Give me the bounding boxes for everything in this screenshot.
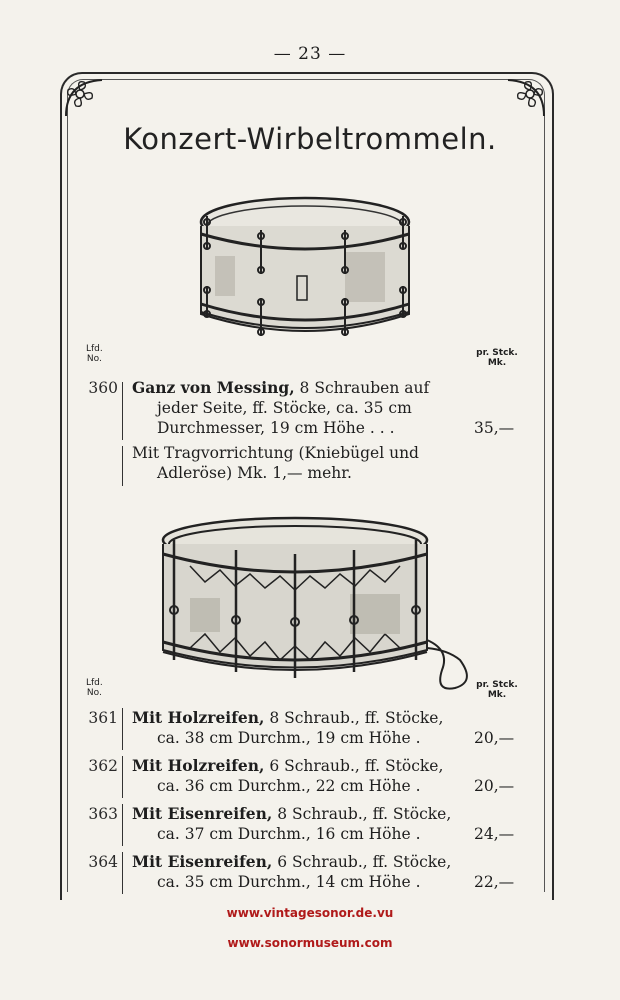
item-number: 364 — [88, 853, 118, 871]
price-header: pr. Stck. Mk. — [476, 680, 518, 700]
item-description: Mit Eisenreifen, 6 Schraub., ff. Stöcke, ca. 35 cm Durchm., 14 cm Höhe . — [132, 852, 452, 891]
page-number: — 23 — — [273, 44, 347, 64]
brass-drum-illustration — [185, 186, 425, 356]
page-title: Konzert-Wirbeltrommeln. — [123, 122, 497, 156]
lfd-no-header: Lfd. No. — [86, 344, 103, 364]
item-divider — [122, 804, 123, 846]
item-description: Mit Eisenreifen, 8 Schraub., ff. Stöcke, ca. 37 cm Durchm., 16 cm Höhe . — [132, 804, 452, 843]
item-divider — [122, 852, 123, 894]
item-price: 20,— — [474, 729, 515, 747]
item-description: Mit Holzreifen, 6 Schraub., ff. Stöcke, ca. 36 cm Durchm., 22 cm Höhe . — [132, 756, 444, 795]
item-price: 22,— — [474, 873, 515, 891]
lfd-no-header: Lfd. No. — [86, 678, 103, 698]
item-description: Mit Holzreifen, 8 Schraub., ff. Stöcke, ca. 38 cm Durchm., 19 cm Höhe . — [132, 708, 444, 747]
item-price: 24,— — [474, 825, 515, 843]
watermark-vintagesonor: www.vintagesonor.de.vu — [226, 906, 394, 920]
hoop-drum-illustration — [150, 510, 480, 695]
flower-ornament-icon — [504, 76, 548, 120]
item-divider — [122, 708, 123, 750]
item-price: 35,— — [474, 419, 515, 437]
item-number: 361 — [88, 709, 118, 727]
price-header: pr. Stck. Mk. — [476, 348, 518, 368]
item-description: Ganz von Messing, 8 Schrauben auf jeder Seite, ff. Stöcke, ca. 35 cm Durchmesser, 19 cm Höhe . . . — [132, 378, 430, 437]
flower-ornament-icon — [62, 76, 106, 120]
item-number: 363 — [88, 805, 118, 823]
accessory-note: Mit Tragvorrichtung (Kniebügel und Adleröse) Mk. 1,— mehr. — [132, 444, 419, 482]
item-divider — [122, 756, 123, 798]
item-divider — [122, 382, 123, 440]
watermark-sonormuseum: www.sonormuseum.com — [227, 936, 393, 950]
item-number: 362 — [88, 757, 118, 775]
note-divider — [122, 446, 123, 486]
item-price: 20,— — [474, 777, 515, 795]
item-number: 360 — [88, 379, 118, 397]
